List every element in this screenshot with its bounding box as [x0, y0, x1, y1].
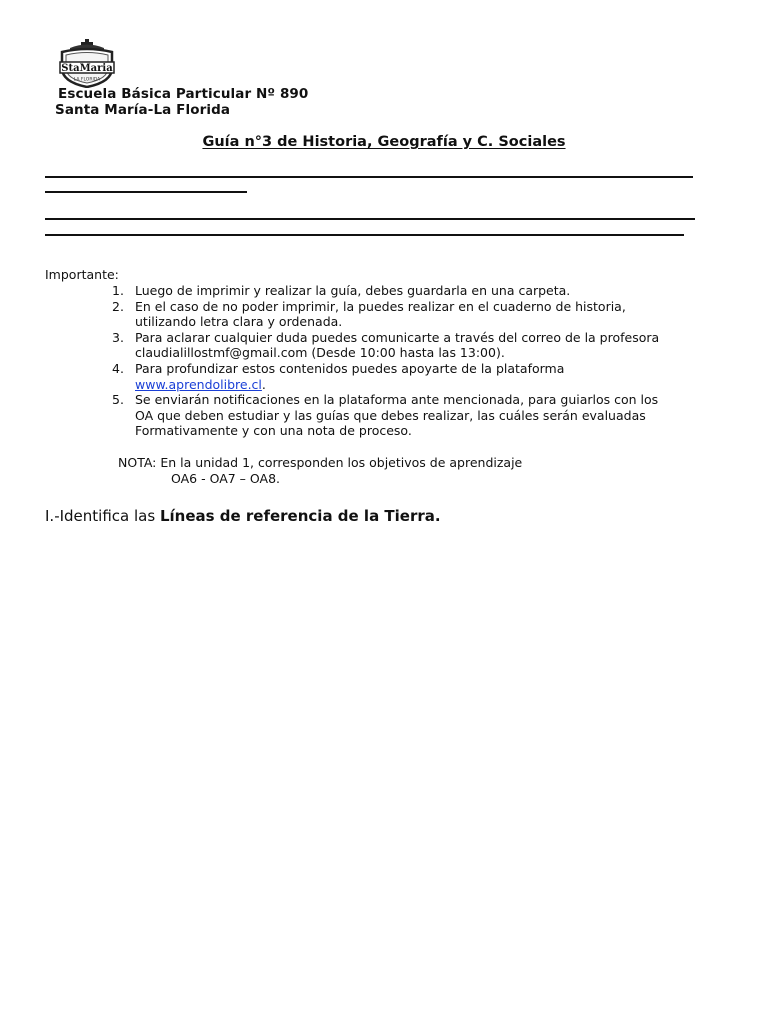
instruction-item-1: [112, 283, 727, 299]
instructions-list: [112, 283, 727, 439]
crest-icon: [56, 38, 118, 88]
instruction-number: 5.: [112, 392, 124, 408]
section-emphasis: Líneas de referencia de la Tierra.: [159, 507, 441, 525]
instruction-number: 2.: [112, 298, 124, 314]
note-codes: OA6 - OA7 – OA8.: [171, 471, 280, 486]
instruction-item-2: [112, 299, 727, 330]
school-crest-logo: [56, 38, 118, 88]
instruction-number: 1.: [112, 283, 124, 298]
instruction-item-3: [112, 330, 727, 361]
logo-text: StaMaria: [61, 63, 113, 74]
school-name: Escuela Básica Particular Nº 890: [58, 86, 309, 102]
instruction-text: Luego de imprimir y realizar la guía, debes guardarla en una carpeta.: [135, 283, 571, 298]
instruction-number: 3.: [112, 329, 124, 345]
important-label: Importante:: [45, 267, 119, 282]
section-heading: [45, 507, 441, 525]
aprendolibre-link[interactable]: www.aprendolibre.cl: [135, 376, 262, 392]
instruction-number: 4.: [112, 360, 124, 376]
logo-subtext: LA FLORIDA: [73, 77, 101, 83]
instruction-text: Para aclarar cualquier duda puedes comunicarte a través del correo de la profesora: [135, 329, 660, 345]
instruction-text: utilizando letra clara y ordenada.: [135, 314, 343, 330]
page-title: Guía n°3 de Historia, Geografía y C. Sociales: [202, 134, 566, 150]
instruction-text: claudialillostmf@gmail.com (Desde 10:00 hasta las 13:00).: [135, 345, 505, 361]
blank-line-2: [45, 191, 247, 193]
instruction-link-line: [135, 377, 727, 393]
instruction-text: Formativamente y con una nota de proceso.: [135, 423, 412, 439]
section-prefix: I.-Identifica las: [45, 507, 160, 525]
instruction-item-5: [112, 392, 727, 439]
school-location: Santa María-La Florida: [55, 102, 231, 118]
link-suffix: .: [261, 376, 266, 392]
instruction-text: OA que deben estudiar y las guías que debes realizar, las cuáles serán evaluadas: [135, 407, 646, 423]
blank-line-4: [45, 234, 684, 236]
instruction-text: En el caso de no poder imprimir, la puedes realizar en el cuaderno de historia,: [135, 298, 626, 314]
instruction-item-4: [112, 361, 727, 392]
blank-line-1: [45, 176, 693, 178]
note-text: NOTA: En la unidad 1, corresponden los objetivos de aprendizaje: [118, 455, 523, 470]
instruction-text: Se enviarán notificaciones en la plataforma ante mencionada, para guiarlos con los: [135, 392, 659, 408]
instruction-text: Para profundizar estos contenidos puedes apoyarte de la plataforma: [135, 360, 565, 376]
blank-line-3: [45, 218, 695, 220]
